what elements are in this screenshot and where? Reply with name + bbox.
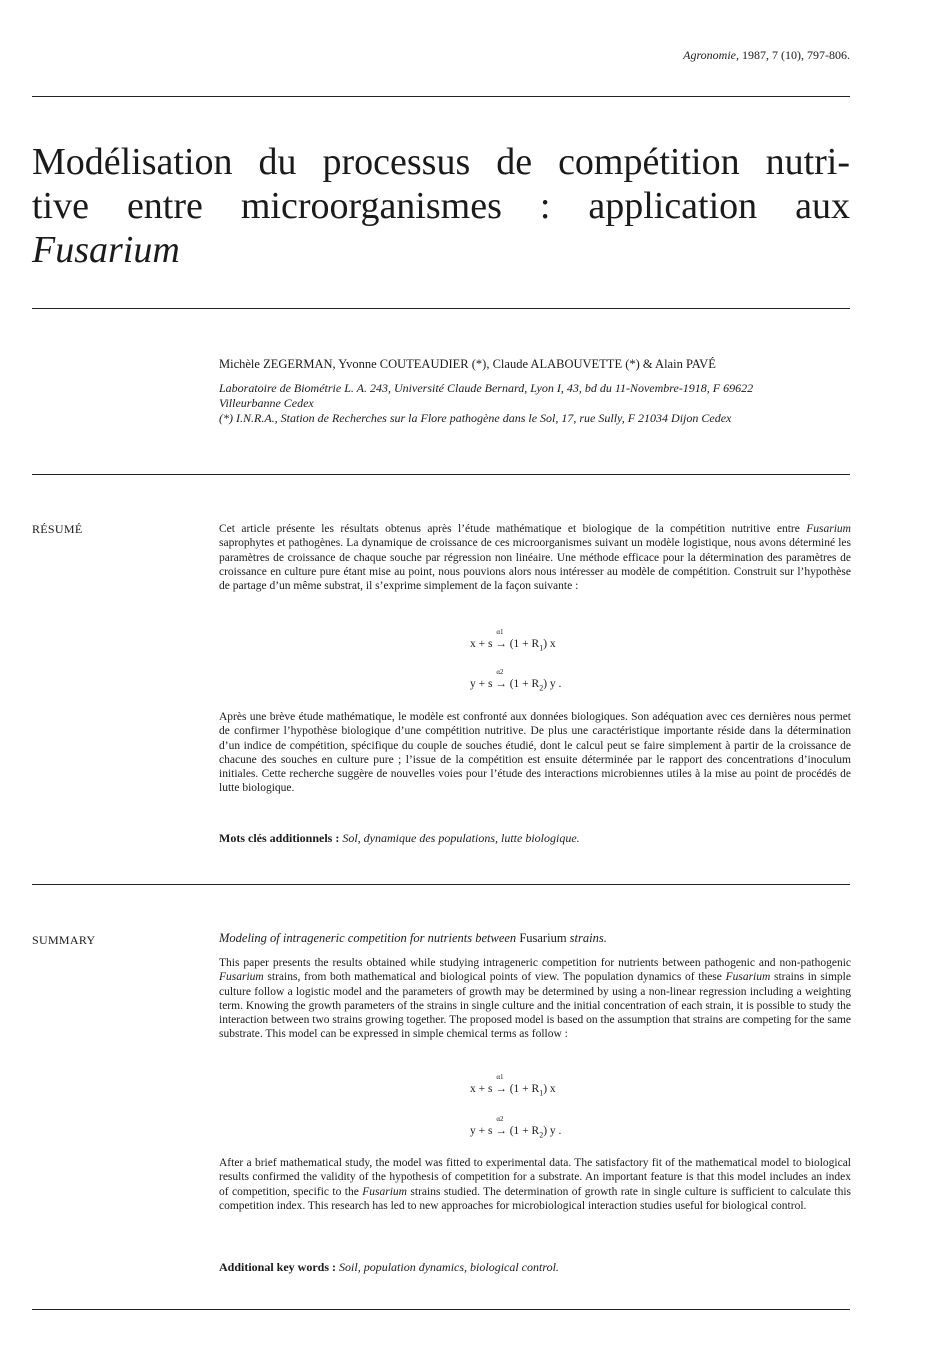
eq-subscript: 1 <box>539 1088 544 1098</box>
eq-lhs: x + s <box>470 1083 493 1095</box>
eq-subscript: 2 <box>539 1130 544 1140</box>
resume-equation-1 <box>470 628 556 653</box>
rate-constant: α2 <box>496 668 504 676</box>
eq-tail: ) y . <box>543 678 562 690</box>
resume-rule <box>32 884 850 885</box>
author-list: Michèle ZEGERMAN, Yvonne COUTEAUDIER (*), Claude ALABOUVETTE (*) & Alain PAVÉ <box>219 357 716 371</box>
summary-text: strains studied. The determination of growth rate in single culture is sufficient to calculate this competition index. This research has led to new approaches for microbiological interaction studies useful for biological control. <box>219 1185 852 1212</box>
article-title <box>32 140 850 272</box>
eq-tail: ) x <box>543 638 556 650</box>
top-rule <box>32 96 850 97</box>
resume-paragraph-1 <box>219 522 851 593</box>
affiliations <box>219 381 851 426</box>
resume-text: saprophytes et pathogènes. La dynamique de croissance de ces microorganismes suivant un modèle logistique, nous avons déterminé les paramètres de croissance de chaque souche par régression non linéaire. Une méthode efficace pour la détermination des paramètres de croissance en culture pure étant mise au point, nous pouvions alors nous intéresser au modèle de compétition. Construit sur l’hypothèse de partage d’un même substrat, il s’exprime simplement de la façon suivante : <box>219 537 851 593</box>
journal-reference <box>683 48 850 63</box>
keywords-label: Mots clés additionnels : <box>219 831 340 845</box>
keywords-label: Additional key words : <box>219 1260 337 1274</box>
title-line-3: Fusarium <box>32 229 180 271</box>
reaction-arrow: α1 → <box>495 1073 507 1095</box>
summary-paragraph-2 <box>219 1156 851 1213</box>
summary-paragraph-1 <box>219 956 851 1042</box>
bottom-rule <box>32 1309 850 1310</box>
eq-rhs: (1 + R <box>509 678 540 690</box>
rate-constant: α1 <box>496 628 504 636</box>
resume-equation-2 <box>470 668 562 693</box>
eq-rhs: (1 + R <box>509 1083 540 1095</box>
fusarium-term: Fusarium <box>219 971 264 984</box>
eq-subscript: 1 <box>539 643 544 653</box>
summary-equation-2 <box>470 1115 562 1140</box>
eq-lhs: y + s <box>470 1125 493 1137</box>
fusarium-term: Fusarium <box>362 1185 407 1198</box>
reaction-arrow: α1 → <box>495 628 507 650</box>
journal-name: Agronomie, <box>683 48 739 62</box>
resume-text: Cet article présente les résultats obtenus après l’étude mathématique et biologique de la compétition nutritive entre <box>219 523 807 535</box>
fusarium-term: Fusarium <box>725 971 771 984</box>
summary-label: SUMMARY <box>32 933 96 947</box>
fusarium-term: Fusarium <box>806 523 851 535</box>
affiliation-1-cont: Villeurbanne Cedex <box>219 396 314 410</box>
affiliation-rule <box>32 474 850 475</box>
summary-heading-text: strains. <box>566 931 607 945</box>
resume-label: RÉSUMÉ <box>32 522 83 536</box>
eq-lhs: x + s <box>470 638 493 650</box>
eq-lhs: y + s <box>470 678 493 690</box>
reaction-arrow: α2 → <box>495 1115 507 1137</box>
eq-rhs: (1 + R <box>509 1125 540 1137</box>
fusarium-term: Fusarium <box>519 931 567 945</box>
summary-text: strains in simple culture follow a logistic model and the parameters of growth may be determined by using a non-linear regression including a weighting term. Knowing the growth parameters of the strains in single culture and the initial concentration of each strain, it is possible to study the interaction between two strains growing together. The proposed model is based on the assumption that strains are competing for the same substrate. This model can be expressed in simple chemical terms as follow : <box>219 971 851 1041</box>
summary-text: After a brief mathematical study, the model was fitted to experimental data. The satisfactory fit of the mathematical model to biological results confirmed the validity of the hypothesis of competition for a substrate. An important feature is that this model includes an index of competition, specific to the <box>219 1157 851 1198</box>
summary-equation-1 <box>470 1073 556 1098</box>
journal-citation: 1987, 7 (10), 797-806. <box>739 48 850 62</box>
eq-tail: ) x <box>543 1083 556 1095</box>
summary-text: This paper presents the results obtained while studying intrageneric competition for nutrients between pathogenic and non-pathogenic <box>219 957 851 969</box>
eq-subscript: 2 <box>539 683 544 693</box>
resume-keywords <box>219 831 851 846</box>
eq-tail: ) y . <box>543 1125 562 1137</box>
rate-constant: α1 <box>496 1073 504 1081</box>
summary-heading <box>219 931 607 946</box>
reaction-arrow: α2 → <box>495 668 507 690</box>
summary-keywords <box>219 1260 851 1275</box>
keywords-list: Soil, population dynamics, biological control. <box>336 1260 559 1274</box>
eq-rhs: (1 + R <box>509 638 540 650</box>
title-line-2: tive entre microorganismes : application aux <box>32 185 850 227</box>
title-rule <box>32 308 850 309</box>
affiliation-2: (*) I.N.R.A., Station de Recherches sur la Flore pathogène dans le Sol, 17, rue Sully, F 21034 Dijon Cedex <box>219 411 732 425</box>
title-line-1: Modélisation du processus de compétition nutri- <box>32 141 850 183</box>
affiliation-1: Laboratoire de Biométrie L. A. 243, Université Claude Bernard, Lyon I, 43, bd du 11-Novembre-1918, F 69622 <box>219 381 754 395</box>
keywords-list: Sol, dynamique des populations, lutte biologique. <box>339 831 580 845</box>
resume-paragraph-2: Après une brève étude mathématique, le modèle est confronté aux données biologiques. Son adéquation avec ces dernières nous permet de confirmer l’hypothèse biologique d’une compétition nutritive. De plus une caractéristique importante réside dans la détermination d’un indice de compétition, spécifique du couple de souches étudié, dont le calcul peut se faire simplement à partir de la croissance de chacune des souches en culture pure ; l’issue de la compétition est ensuite déterminée par le rapport des concentrations d’inoculum initiales. Cette recherche suggère de nouvelles voies pour l’étude des interactions microbiennes utiles à la mise au point de procédés de lutte biologique. <box>219 711 851 795</box>
summary-heading-text: Modeling of intrageneric competition for nutrients between <box>219 931 520 945</box>
rate-constant: α2 <box>496 1115 504 1123</box>
summary-text: strains, from both mathematical and biological points of view. The population dynamics of these <box>263 971 726 984</box>
